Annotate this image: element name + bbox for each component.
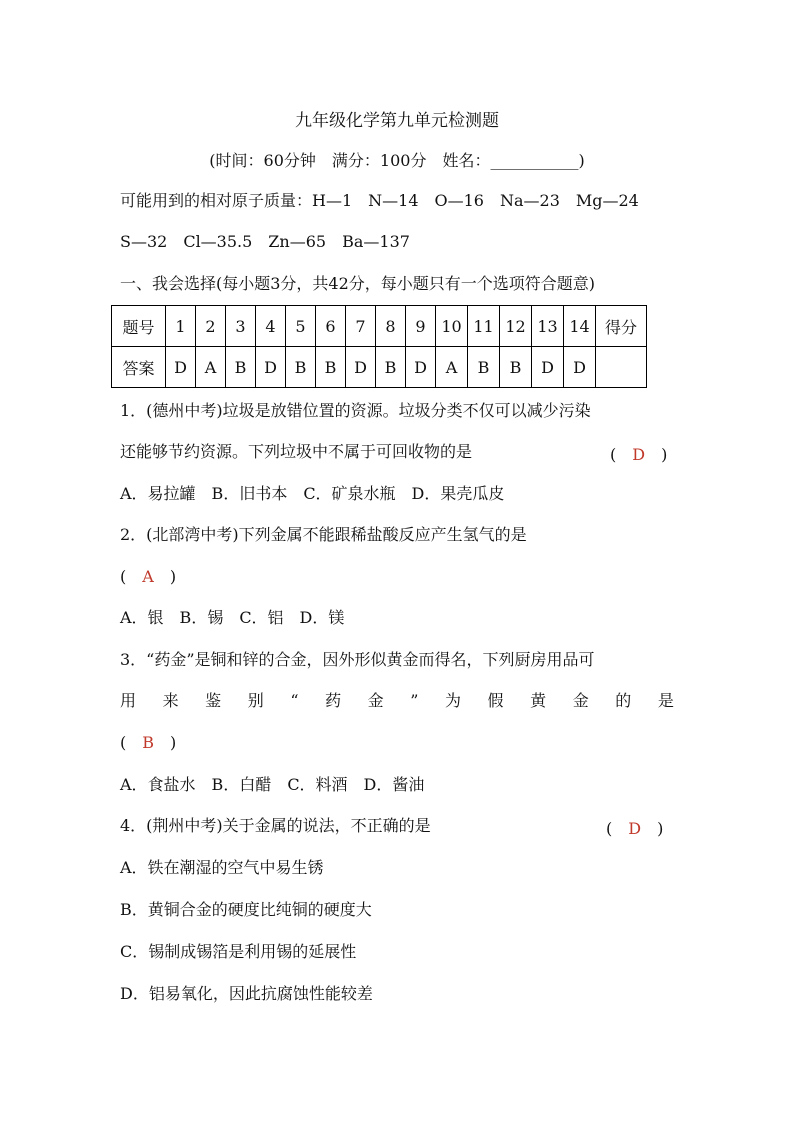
q3-char: 为 [444,691,461,710]
page-title: 九年级化学第九单元检测题 [295,111,499,131]
q1-stem-line-1: 1．(德州中考)垃圾是放错位置的资源。垃圾分类不仅可以减少污染 [120,401,591,420]
q3-char: “ [290,691,299,710]
answer-cell: D [256,347,286,388]
answer-table-number-row [112,306,647,347]
answer-table-answer-row [112,347,647,388]
question-number: 8 [376,306,406,347]
q3-char: 的 [615,691,632,710]
q3-options: A．食盐水 B．白醋 C．料酒 D．酱油 [120,775,425,794]
q3-answer-paren: ( B ) [120,733,177,752]
q4-option-a: A．铁在潮湿的空气中易生锈 [120,858,324,877]
row-header-answer: 答案 [112,347,166,388]
question-number: 10 [436,306,468,347]
q1-answer-paren: ( D ) [610,445,668,464]
question-number: 11 [468,306,500,347]
answer-cell: B [376,347,406,388]
q3-char: 金 [367,691,384,710]
q3-stem-line-2 [120,691,674,711]
section-heading: 一、我会选择(每小题3分，共42分，每小题只有一个选项符合题意) [120,274,596,293]
q3-char: 假 [487,691,504,710]
question-number: 2 [196,306,226,347]
q1-options: A．易拉罐 B．旧书本 C．矿泉水瓶 D．果壳瓜皮 [120,484,505,503]
answer-table [111,305,647,388]
q1-stem-line-2: 还能够节约资源。下列垃圾中不属于可回收物的是 [120,442,473,461]
answer-cell: B [226,347,256,388]
answer-cell: B [286,347,316,388]
q3-answer: B [142,733,155,752]
question-number: 7 [346,306,376,347]
answer-cell: B [316,347,346,388]
answer-cell: B [500,347,532,388]
q3-char: 药 [325,691,342,710]
q4-stem: 4．(荆州中考)关于金属的说法，不正确的是 [120,816,431,835]
question-number: 6 [316,306,346,347]
q3-char: 来 [162,691,179,710]
question-number: 1 [166,306,196,347]
q4-option-c: C．锡制成锡箔是利用锡的延展性 [120,942,357,961]
q2-stem: 2．(北部湾中考)下列金属不能跟稀盐酸反应产生氢气的是 [120,525,527,544]
q2-answer: A [142,567,154,586]
question-number: 12 [500,306,532,347]
q3-char: 鉴 [205,691,222,710]
q3-char: 金 [572,691,589,710]
question-number: 13 [532,306,564,347]
answer-cell: D [406,347,436,388]
q3-char: 用 [120,691,137,710]
answer-cell: D [532,347,564,388]
answer-cell: B [468,347,500,388]
answer-cell: D [346,347,376,388]
question-number: 5 [286,306,316,347]
q1-answer: D [632,445,646,464]
score-cell[interactable] [596,347,647,388]
atomic-mass-line-1: 可能用到的相对原子质量：H—1 N—14 O—16 Na—23 Mg—24 [120,191,639,210]
q2-options: A．银 B．锡 C．铝 D．镁 [120,608,345,627]
answer-cell: A [196,347,226,388]
q4-option-b: B．黄铜合金的硬度比纯铜的硬度大 [120,900,372,919]
q3-char: 别 [247,691,264,710]
q4-answer: D [628,819,642,838]
answer-cell: D [166,347,196,388]
q3-char: 是 [657,691,674,710]
q4-option-d: D．铝易氧化，因此抗腐蚀性能较差 [120,984,373,1003]
question-number: 3 [226,306,256,347]
atomic-mass-line-2: S—32 Cl—35.5 Zn—65 Ba—137 [120,232,410,251]
question-number: 4 [256,306,286,347]
answer-cell: D [564,347,596,388]
q3-char: 黄 [530,691,547,710]
row-header-number: 题号 [112,306,166,347]
q3-stem-line-1: 3．“药金”是铜和锌的合金，因外形似黄金而得名，下列厨房用品可 [120,650,595,669]
q3-char: ” [410,691,419,710]
score-label: 得分 [596,306,647,347]
question-number: 14 [564,306,596,347]
q4-answer-paren: ( D ) [606,819,664,838]
question-number: 9 [406,306,436,347]
exam-info: (时间：60分钟 满分：100分 姓名：___________) [209,151,585,170]
q2-answer-paren: ( A ) [120,567,177,586]
answer-cell: A [436,347,468,388]
